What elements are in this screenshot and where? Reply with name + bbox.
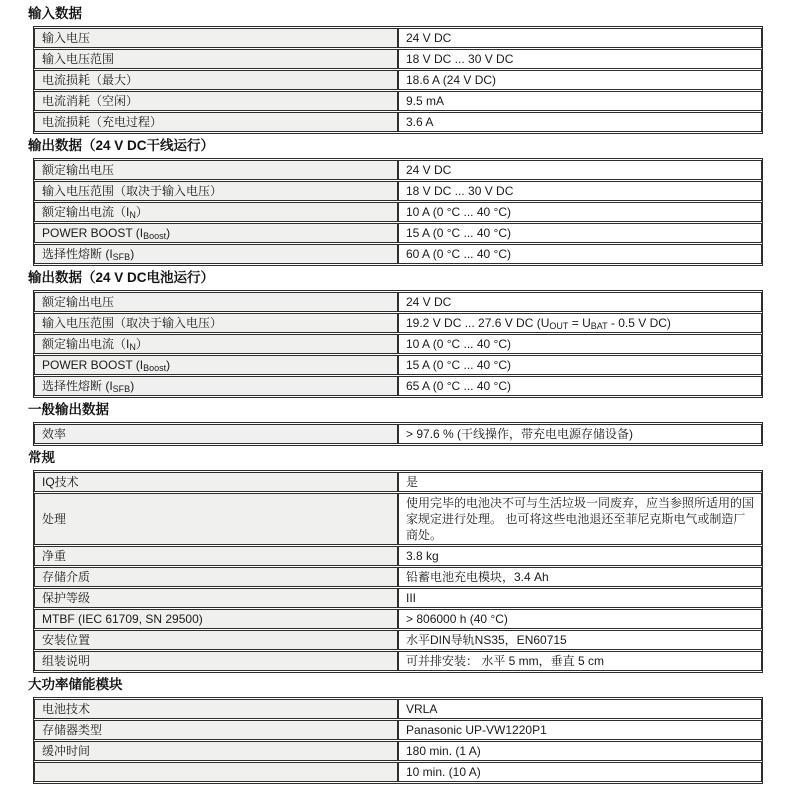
spec-content: [28, 6, 790, 784]
table-row: [34, 493, 762, 545]
row-value: 3.6 A: [398, 112, 762, 132]
row-label: 存储器类型: [34, 720, 398, 740]
row-label: 组装说明: [34, 651, 398, 671]
table-row: [34, 588, 762, 608]
row-label: 输入电压范围: [34, 49, 398, 69]
table-row: [34, 720, 762, 740]
table-row: [34, 651, 762, 671]
row-value: 10 A (0 °C ... 40 °C): [398, 334, 762, 354]
table-row: [34, 741, 762, 761]
row-value: 15 A (0 °C ... 40 °C): [398, 223, 762, 243]
table-row: [34, 160, 762, 180]
row-value: VRLA: [398, 699, 762, 719]
row-label: [34, 762, 398, 782]
spec-section: [28, 138, 790, 266]
row-value: > 97.6 % (干线操作，带充电电源存储设备): [398, 424, 762, 444]
row-value: 使用完毕的电池决不可与生活垃圾一同废弃，应当参照所适用的国家规定进行处理。 也可将这些电池退还至菲尼克斯电气或制造厂商处。: [398, 493, 762, 545]
table-row: [34, 609, 762, 629]
table-row: [34, 472, 762, 492]
table-row: [34, 70, 762, 90]
row-value: 24 V DC: [398, 160, 762, 180]
table-row: [34, 223, 762, 243]
row-value: 水平DIN导轨NS35，EN60715: [398, 630, 762, 650]
row-value: 可并排安装： 水平 5 mm，垂直 5 cm: [398, 651, 762, 671]
row-label: 输入电压范围（取决于输入电压）: [34, 181, 398, 201]
row-value: 18 V DC ... 30 V DC: [398, 49, 762, 69]
row-value: 3.8 kg: [398, 546, 762, 566]
section-title: 输出数据（24 V DC干线运行）: [28, 138, 215, 153]
row-value: III: [398, 588, 762, 608]
row-label: 电池技术: [34, 699, 398, 719]
row-value: Panasonic UP-VW1220P1: [398, 720, 762, 740]
row-label: 额定输出电流$(I_N)$: [34, 334, 398, 354]
section-title: 输入数据: [28, 6, 82, 21]
table-row: [34, 181, 762, 201]
table-row: [34, 424, 762, 444]
row-label: 额定输出电压: [34, 160, 398, 180]
row-label: 电流损耗（最大）: [34, 70, 398, 90]
spec-section: [28, 270, 790, 398]
row-label: POWER BOOST $(I_{Boost})$: [34, 223, 398, 243]
row-value: 60 A (0 °C ... 40 °C): [398, 244, 762, 264]
spec-table: [33, 697, 763, 784]
row-label: MTBF (IEC 61709, SN 29500): [34, 609, 398, 629]
row-label: 选择性熔断 $(I_{SFB})$: [34, 376, 398, 396]
spec-table: [33, 26, 763, 134]
spec-section: [28, 450, 790, 673]
row-label: 输入电压: [34, 28, 398, 48]
row-label: 缓冲时间: [34, 741, 398, 761]
table-row: [34, 313, 762, 333]
row-value: > 806000 h (40 °C): [398, 609, 762, 629]
section-title: 常规: [28, 450, 55, 465]
table-row: [34, 49, 762, 69]
section-title: 一般输出数据: [28, 402, 109, 417]
row-label: 处理: [34, 493, 398, 545]
row-label: 存储介质: [34, 567, 398, 587]
table-row: [34, 202, 762, 222]
row-label: 选择性熔断 $(I_{SFB})$: [34, 244, 398, 264]
table-row: [34, 28, 762, 48]
table-row: [34, 630, 762, 650]
section-title: 输出数据（24 V DC电池运行）: [28, 270, 215, 285]
row-value: 24 V DC: [398, 292, 762, 312]
row-label: 额定输出电压: [34, 292, 398, 312]
row-value: 是: [398, 472, 762, 492]
table-row: [34, 546, 762, 566]
row-value: 18.6 A (24 V DC): [398, 70, 762, 90]
table-row: [34, 91, 762, 111]
row-value: 24 V DC: [398, 28, 762, 48]
row-label: 额定输出电流$(I_N)$: [34, 202, 398, 222]
row-label: IQ技术: [34, 472, 398, 492]
table-row: [34, 376, 762, 396]
spec-section: [28, 6, 790, 134]
row-label: POWER BOOST $(I_{Boost})$: [34, 355, 398, 375]
row-value: 10 A (0 °C ... 40 °C): [398, 202, 762, 222]
row-value: 65 A (0 °C ... 40 °C): [398, 376, 762, 396]
table-row: [34, 355, 762, 375]
table-row: [34, 762, 762, 782]
table-row: [34, 334, 762, 354]
row-value: 铅蓄电池充电模块，3.4 Ah: [398, 567, 762, 587]
row-label: 电流损耗（充电过程）: [34, 112, 398, 132]
spec-section: [28, 677, 790, 784]
row-label: 安装位置: [34, 630, 398, 650]
row-value: 18 V DC ... 30 V DC: [398, 181, 762, 201]
row-label: 保护等级: [34, 588, 398, 608]
row-label: 效率: [34, 424, 398, 444]
spec-table: [33, 422, 763, 446]
row-value: 180 min. (1 A): [398, 741, 762, 761]
spec-table: [33, 158, 763, 266]
row-label: 净重: [34, 546, 398, 566]
row-value: 9.5 mA: [398, 91, 762, 111]
table-row: [34, 699, 762, 719]
spec-table: [33, 290, 763, 398]
table-row: [34, 112, 762, 132]
row-value: 19.2 V DC ... 27.6 V DC ($U_{OUT} = U_{BAT} - 0.5$ V DC): [398, 313, 762, 333]
spec-section: [28, 402, 790, 446]
table-row: [34, 567, 762, 587]
section-title: 大功率储能模块: [28, 677, 123, 692]
row-value: 10 min. (10 A): [398, 762, 762, 782]
row-value: 15 A (0 °C ... 40 °C): [398, 355, 762, 375]
row-label: 输入电压范围（取决于输入电压）: [34, 313, 398, 333]
table-row: [34, 244, 762, 264]
row-label: 电流消耗（空闲）: [34, 91, 398, 111]
table-row: [34, 292, 762, 312]
spec-table: [33, 470, 763, 673]
